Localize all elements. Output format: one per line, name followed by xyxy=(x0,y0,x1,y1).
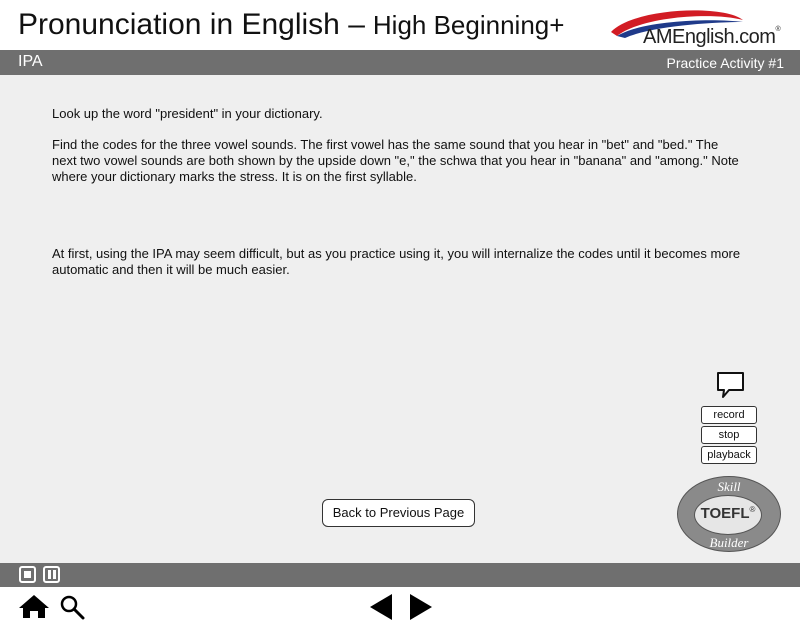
course-title: Pronunciation in English – xyxy=(18,8,365,41)
record-button[interactable]: record xyxy=(701,406,757,424)
home-icon[interactable] xyxy=(18,593,50,619)
playback-button[interactable]: playback xyxy=(701,446,757,464)
activity-label: Practice Activity #1 xyxy=(666,55,784,71)
pause-icon[interactable] xyxy=(43,566,60,583)
badge-toefl-text: TOEFL® xyxy=(700,505,756,522)
instruction-paragraph-2: Find the codes for the three vowel sounds. The first vowel has the same sound that you hear in "bet" and "bed." The next two vowel sounds are both shown by the upside down "e," the schwa that you hear in "banana" and "among." Note where your dictionary marks the stress. It is on the first syllable. xyxy=(52,137,739,184)
right-arrow-icon[interactable] xyxy=(408,593,434,621)
amenglish-logo[interactable] xyxy=(603,6,793,50)
logo-text: AMEnglish.com® xyxy=(643,26,781,48)
left-arrow-icon[interactable] xyxy=(368,593,394,621)
content-area xyxy=(0,75,800,563)
course-level: High Beginning+ xyxy=(372,10,565,40)
section-bar xyxy=(0,50,800,75)
back-to-previous-page-button[interactable]: Back to Previous Page xyxy=(322,499,475,527)
stop-icon[interactable] xyxy=(19,566,36,583)
badge-skill-text: Skill xyxy=(717,479,741,494)
badge-builder-text: Builder xyxy=(709,535,749,550)
section-label: IPA xyxy=(18,53,43,70)
media-control-bar xyxy=(0,563,800,587)
header xyxy=(0,0,800,50)
page-title xyxy=(18,8,564,42)
footer-nav xyxy=(0,587,800,625)
toefl-skill-builder-badge[interactable] xyxy=(677,476,781,552)
instruction-paragraph-1: Look up the word "president" in your dictionary. xyxy=(52,106,323,121)
stop-button[interactable]: stop xyxy=(701,426,757,444)
speech-bubble-icon[interactable] xyxy=(716,371,746,399)
instruction-paragraph-3: At first, using the IPA may seem difficult, but as you practice using it, you will internalize the codes until it becomes more automatic and then it will be much easier. xyxy=(52,246,741,277)
magnifier-icon[interactable] xyxy=(59,594,85,620)
